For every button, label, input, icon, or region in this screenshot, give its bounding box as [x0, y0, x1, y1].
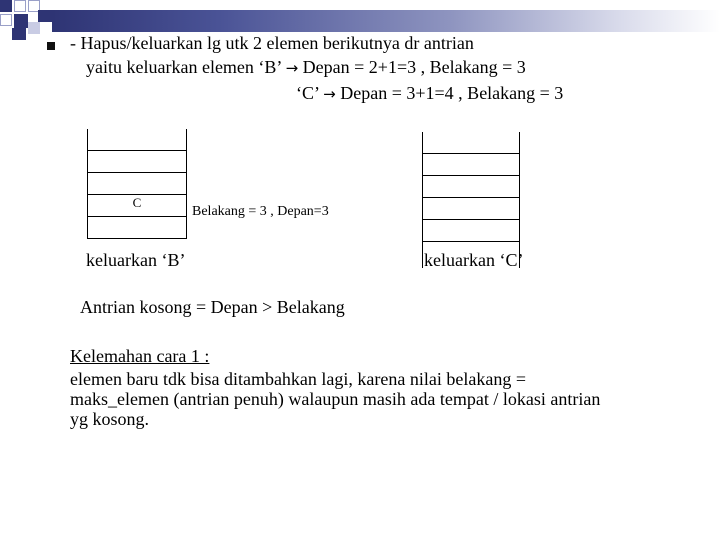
weakness-line-2: maks_elemen (antrian penuh) walaupun masih ada tempat / lokasi antrian — [70, 389, 601, 409]
bullet-line-2 — [86, 57, 526, 78]
decor-square — [28, 22, 40, 34]
arrow-right-icon: → — [285, 59, 299, 77]
queue-left-note: Belakang = 3 , Depan=3 — [192, 204, 329, 219]
weakness-title: Kelemahan cara 1 : — [70, 346, 210, 366]
bullet-line-1: - Hapus/keluarkan lg utk 2 elemen berikutnya dr antrian — [70, 33, 474, 53]
queue-cell — [88, 173, 186, 195]
decor-square — [12, 28, 26, 40]
queue-left — [87, 129, 187, 239]
decor-square — [0, 14, 12, 26]
bullet-line-3 — [296, 83, 563, 104]
line3-pre: ‘C’ — [296, 83, 324, 103]
line2-post: Depan = 2+1=3 , Belakang = 3 — [298, 57, 526, 77]
decor-square — [38, 10, 52, 22]
queue-cell — [423, 132, 519, 154]
decor-square — [0, 0, 12, 12]
decor-square — [14, 14, 28, 28]
queue-cell — [88, 129, 186, 151]
line3-post: Depan = 3+1=4 , Belakang = 3 — [335, 83, 564, 103]
weakness-line-3: yg kosong. — [70, 409, 150, 429]
empty-queue-rule: Antrian kosong = Depan > Belakang — [80, 297, 345, 317]
queue-cell-c: C — [88, 195, 186, 217]
queue-right — [422, 132, 520, 268]
queue-cell — [88, 151, 186, 173]
weakness-line-1: elemen baru tdk bisa ditambahkan lagi, karena nilai belakang = — [70, 369, 526, 389]
arrow-right-icon: → — [323, 85, 336, 103]
queue-cell — [423, 220, 519, 242]
decor-square — [14, 0, 26, 12]
queue-cell — [423, 176, 519, 198]
queue-cell — [423, 198, 519, 220]
queue-right-caption: keluarkan ‘C’ — [424, 250, 524, 270]
queue-left-caption: keluarkan ‘B’ — [86, 250, 186, 270]
queue-cell — [88, 217, 186, 239]
line2-pre: yaitu keluarkan elemen ‘B’ — [86, 57, 286, 77]
bullet-square-icon — [47, 42, 55, 50]
queue-cell — [423, 154, 519, 176]
header-gradient-bar — [52, 10, 720, 32]
